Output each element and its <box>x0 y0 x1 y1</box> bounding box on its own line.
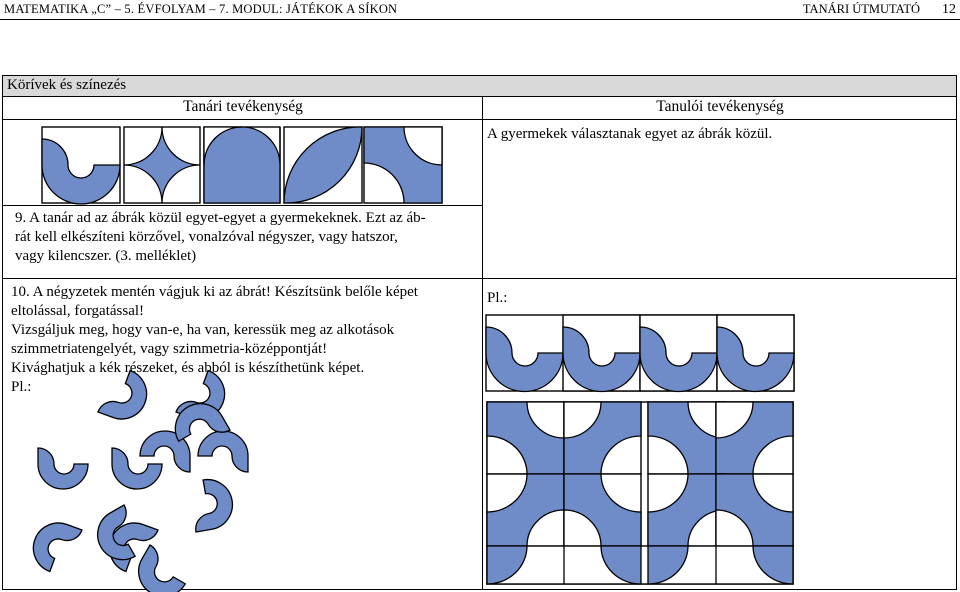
step10-line: eltolással, forgatással! <box>11 303 145 319</box>
header-module-title: MATEMATIKA „C” – 5. ÉVFOLYAM – 7. MODUL: JÁTÉKOK A SÍKON <box>4 2 398 16</box>
student-choice-text: A gyermekek választanak egyet az ábrák közül. <box>487 126 773 142</box>
student-column-header: Tanulói tevékenység <box>656 98 784 115</box>
step10-line: Pl.: <box>11 379 32 395</box>
step9-line: vagy kilencszer. (3. melléklet) <box>15 248 197 264</box>
step10-line: szimmetriatengelyét, vagy szimmetria-középpontját! <box>11 341 328 357</box>
student-example-label: Pl.: <box>487 290 508 306</box>
step9-line: 9. A tanár ad az ábrák közül egyet-egyet a gyermekeknek. Ezt az áb- <box>15 210 426 226</box>
step10-line: Vizsgáljuk meg, hogy van-e, ha van, keressük meg az alkotások <box>11 322 395 338</box>
step10-line: Kivághatjuk a kék részeket, és abból is készíthetünk képet. <box>11 360 365 376</box>
step9-line: rát kell elkészíteni körzővel, vonalzóval négyszer, vagy hatszor, <box>15 229 398 245</box>
header-guide-label: TANÁRI ÚTMUTATÓ <box>802 2 920 16</box>
page-number: 12 <box>942 2 956 17</box>
section-title: Körívek és színezés <box>7 77 127 93</box>
teacher-column-header: Tanári tevékenység <box>183 98 303 115</box>
step10-line: 10. A négyzetek mentén vágjuk ki az ábrát! Készítsünk belőle képet <box>11 284 418 300</box>
